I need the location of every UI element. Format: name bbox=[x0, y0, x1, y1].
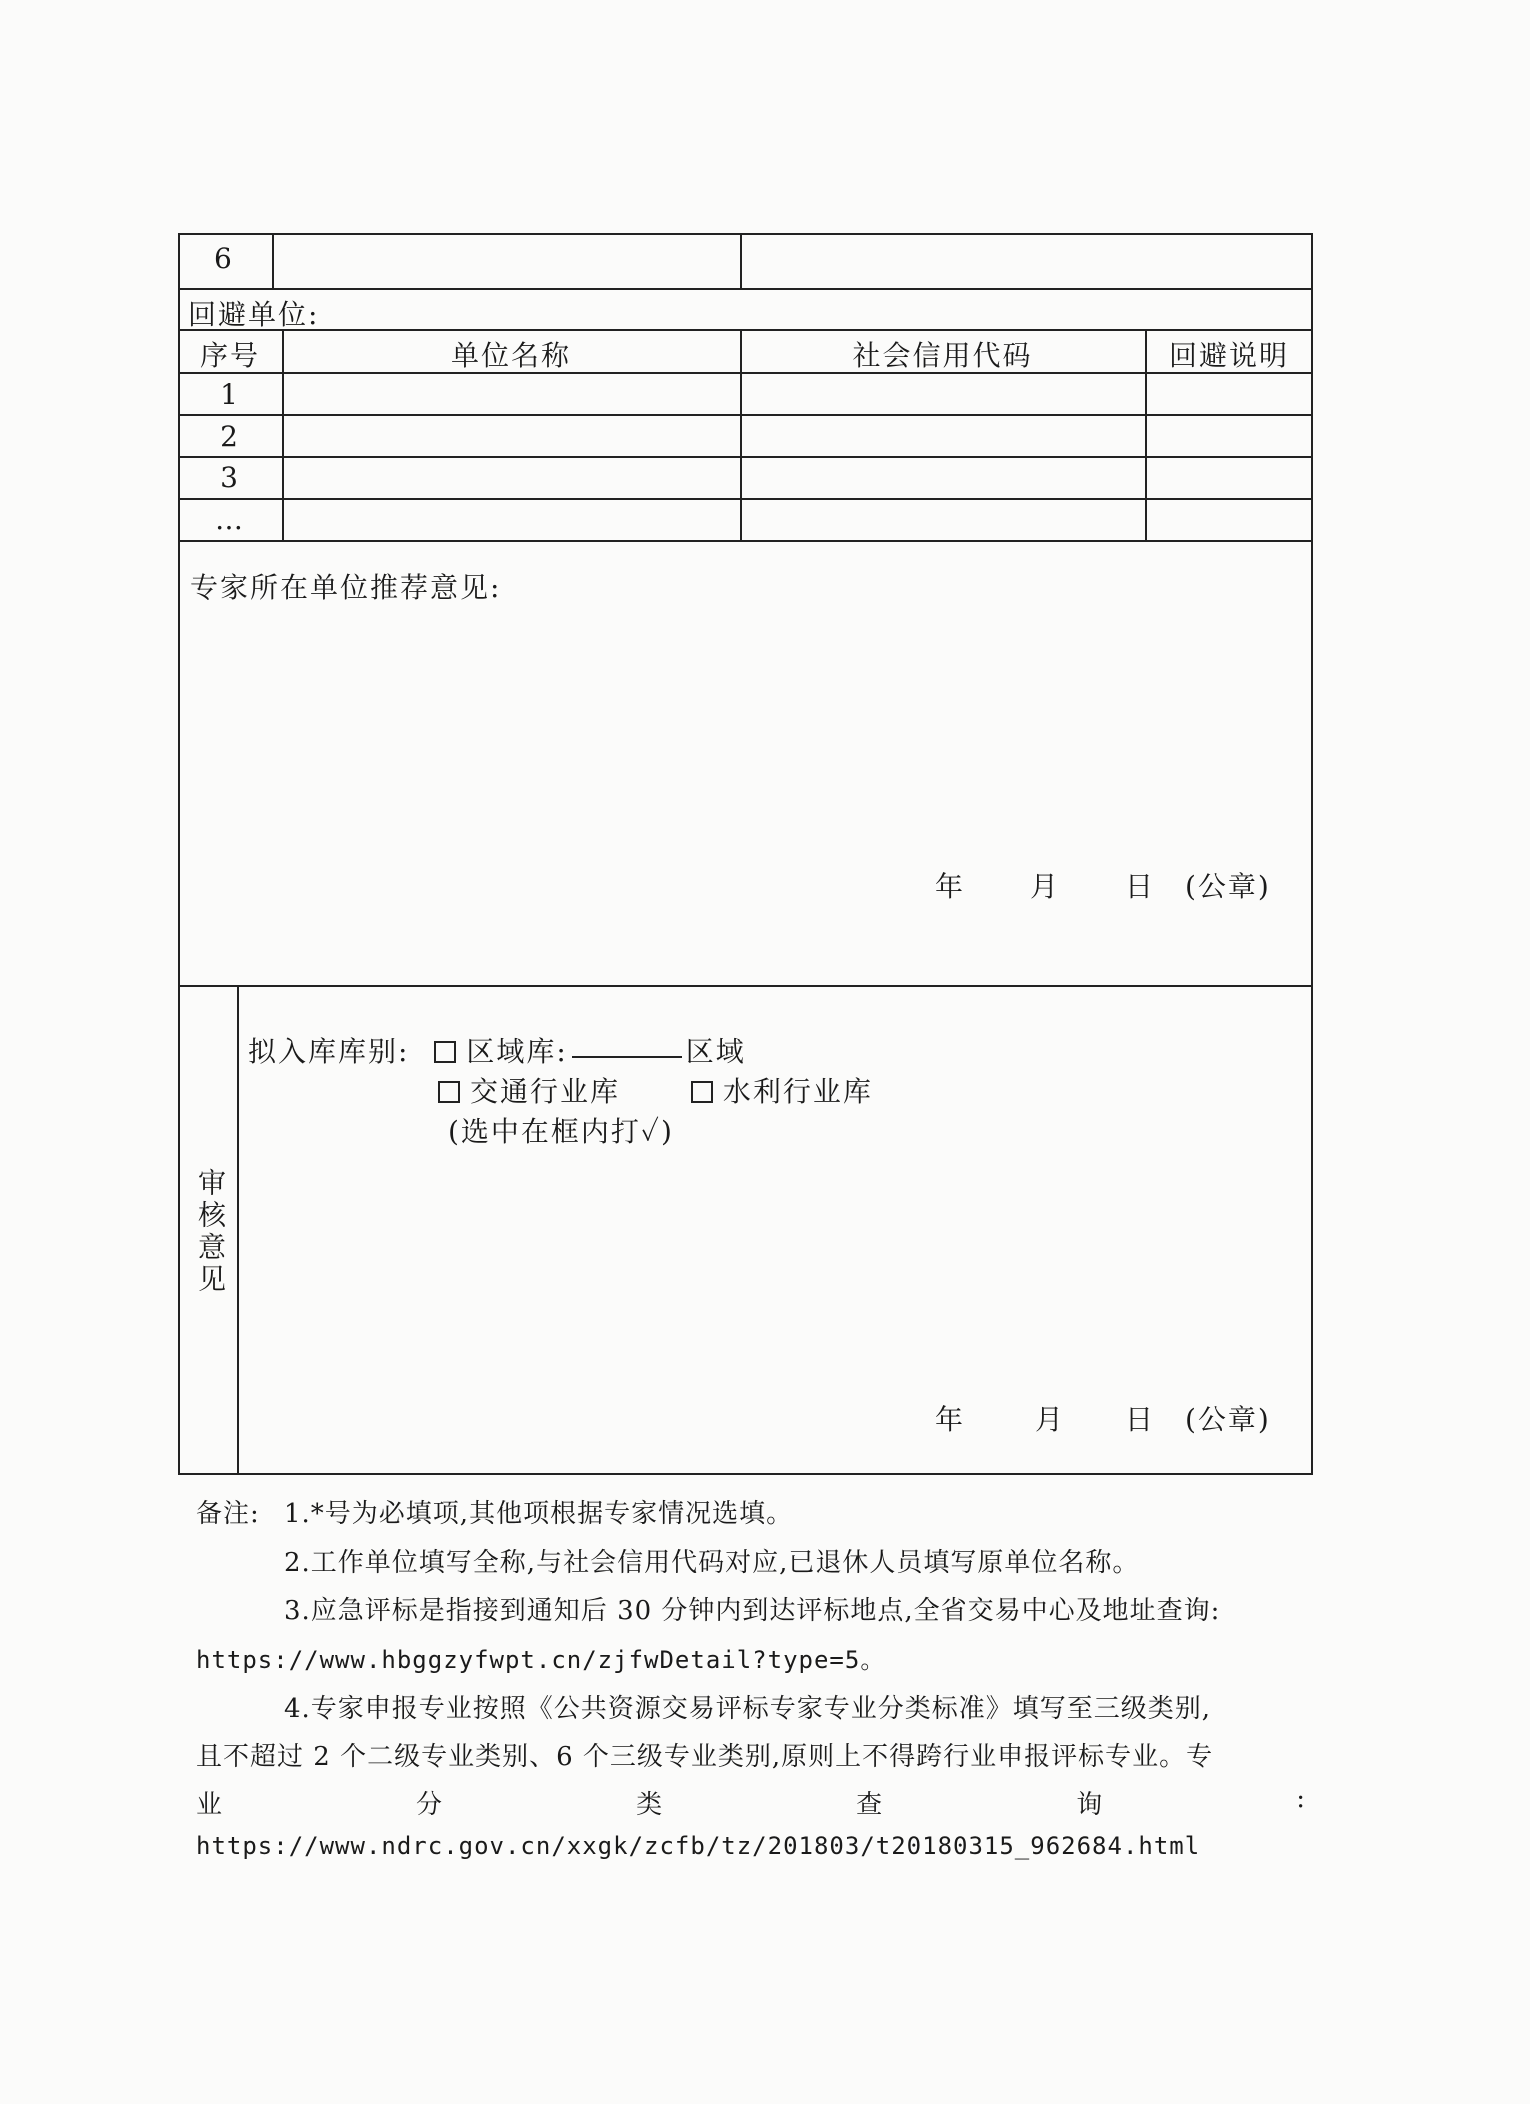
header-seq: 序号 bbox=[199, 339, 260, 372]
regional-suffix: 区域 bbox=[685, 1035, 746, 1068]
recommend-seal: (公章) bbox=[1185, 870, 1271, 903]
note-4-url[interactable]: https://www.ndrc.gov.cn/xxgk/zcfb/tz/201803/t20180315_962684.html bbox=[196, 1832, 1201, 1860]
note-3: 3.应急评标是指接到通知后 30 分钟内到达评标地点,全省交易中心及地址查询: bbox=[284, 1596, 1221, 1626]
justified-char: 询 bbox=[1076, 1790, 1104, 1820]
transport-label: 交通行业库 bbox=[470, 1075, 621, 1108]
table-divider bbox=[178, 498, 1313, 500]
industry-line bbox=[438, 1070, 873, 1110]
header-unit-name: 单位名称 bbox=[450, 339, 571, 372]
library-line bbox=[248, 1030, 746, 1070]
justified-char: : bbox=[1296, 1784, 1306, 1814]
table-divider bbox=[740, 233, 742, 288]
table-row: 2 bbox=[220, 420, 240, 453]
note-4-line1: 4.专家申报专业按照《公共资源交易评标专家专业分类标准》填写至三级类别, bbox=[284, 1694, 1212, 1724]
table-row: … bbox=[215, 503, 245, 536]
justified-char: 类 bbox=[636, 1790, 664, 1820]
table-divider bbox=[237, 985, 239, 1475]
form-table bbox=[178, 233, 1313, 1475]
table-row: 3 bbox=[220, 461, 240, 494]
recommend-month: 月 bbox=[1030, 870, 1061, 903]
avoid-unit-label: 回避单位: bbox=[188, 298, 320, 331]
table-row: 1 bbox=[220, 378, 240, 411]
recommend-year: 年 bbox=[935, 870, 966, 903]
header-avoid-note: 回避说明 bbox=[1168, 339, 1289, 372]
library-label: 拟入库库别: bbox=[248, 1035, 410, 1068]
table-divider bbox=[178, 288, 1313, 290]
transport-checkbox[interactable] bbox=[438, 1081, 460, 1103]
table-divider bbox=[272, 233, 274, 288]
note-3-url[interactable]: https://www.hbggzyfwpt.cn/zjfwDetail?type=5。 bbox=[196, 1646, 886, 1674]
header-credit-code: 社会信用代码 bbox=[852, 339, 1033, 372]
recommend-label: 专家所在单位推荐意见: bbox=[190, 571, 502, 604]
check-hint: (选中在框内打✓) bbox=[448, 1115, 674, 1148]
water-label: 水利行业库 bbox=[722, 1075, 873, 1108]
notes-prefix: 备注: bbox=[196, 1499, 260, 1529]
region-blank[interactable] bbox=[572, 1030, 682, 1058]
regional-checkbox[interactable] bbox=[434, 1041, 456, 1063]
review-seal: (公章) bbox=[1185, 1403, 1271, 1436]
table-divider bbox=[178, 540, 1313, 542]
justified-char: 分 bbox=[416, 1790, 444, 1820]
note-4-line2: 且不超过 2 个二级专业类别、6 个三级专业类别,原则上不得跨行业申报评标专业。专 bbox=[196, 1742, 1214, 1772]
row-number: 6 bbox=[214, 242, 234, 275]
water-checkbox[interactable] bbox=[691, 1081, 713, 1103]
table-divider bbox=[178, 329, 1313, 331]
review-month: 月 bbox=[1035, 1403, 1066, 1436]
table-divider bbox=[178, 456, 1313, 458]
table-divider bbox=[178, 414, 1313, 416]
note-2: 2.工作单位填写全称,与社会信用代码对应,已退休人员填写原单位名称。 bbox=[284, 1548, 1140, 1578]
justified-char: 业 bbox=[196, 1790, 224, 1820]
note-1: 1.*号为必填项,其他项根据专家情况选填。 bbox=[284, 1499, 794, 1529]
table-divider bbox=[178, 985, 1313, 987]
recommend-day: 日 bbox=[1125, 870, 1156, 903]
review-day: 日 bbox=[1125, 1403, 1156, 1436]
review-side-label: 审核意见 bbox=[194, 1168, 227, 1296]
review-year: 年 bbox=[935, 1403, 966, 1436]
regional-label: 区域库: bbox=[466, 1035, 568, 1068]
justified-char: 查 bbox=[856, 1790, 884, 1820]
note-4-line3 bbox=[196, 1784, 1306, 1821]
